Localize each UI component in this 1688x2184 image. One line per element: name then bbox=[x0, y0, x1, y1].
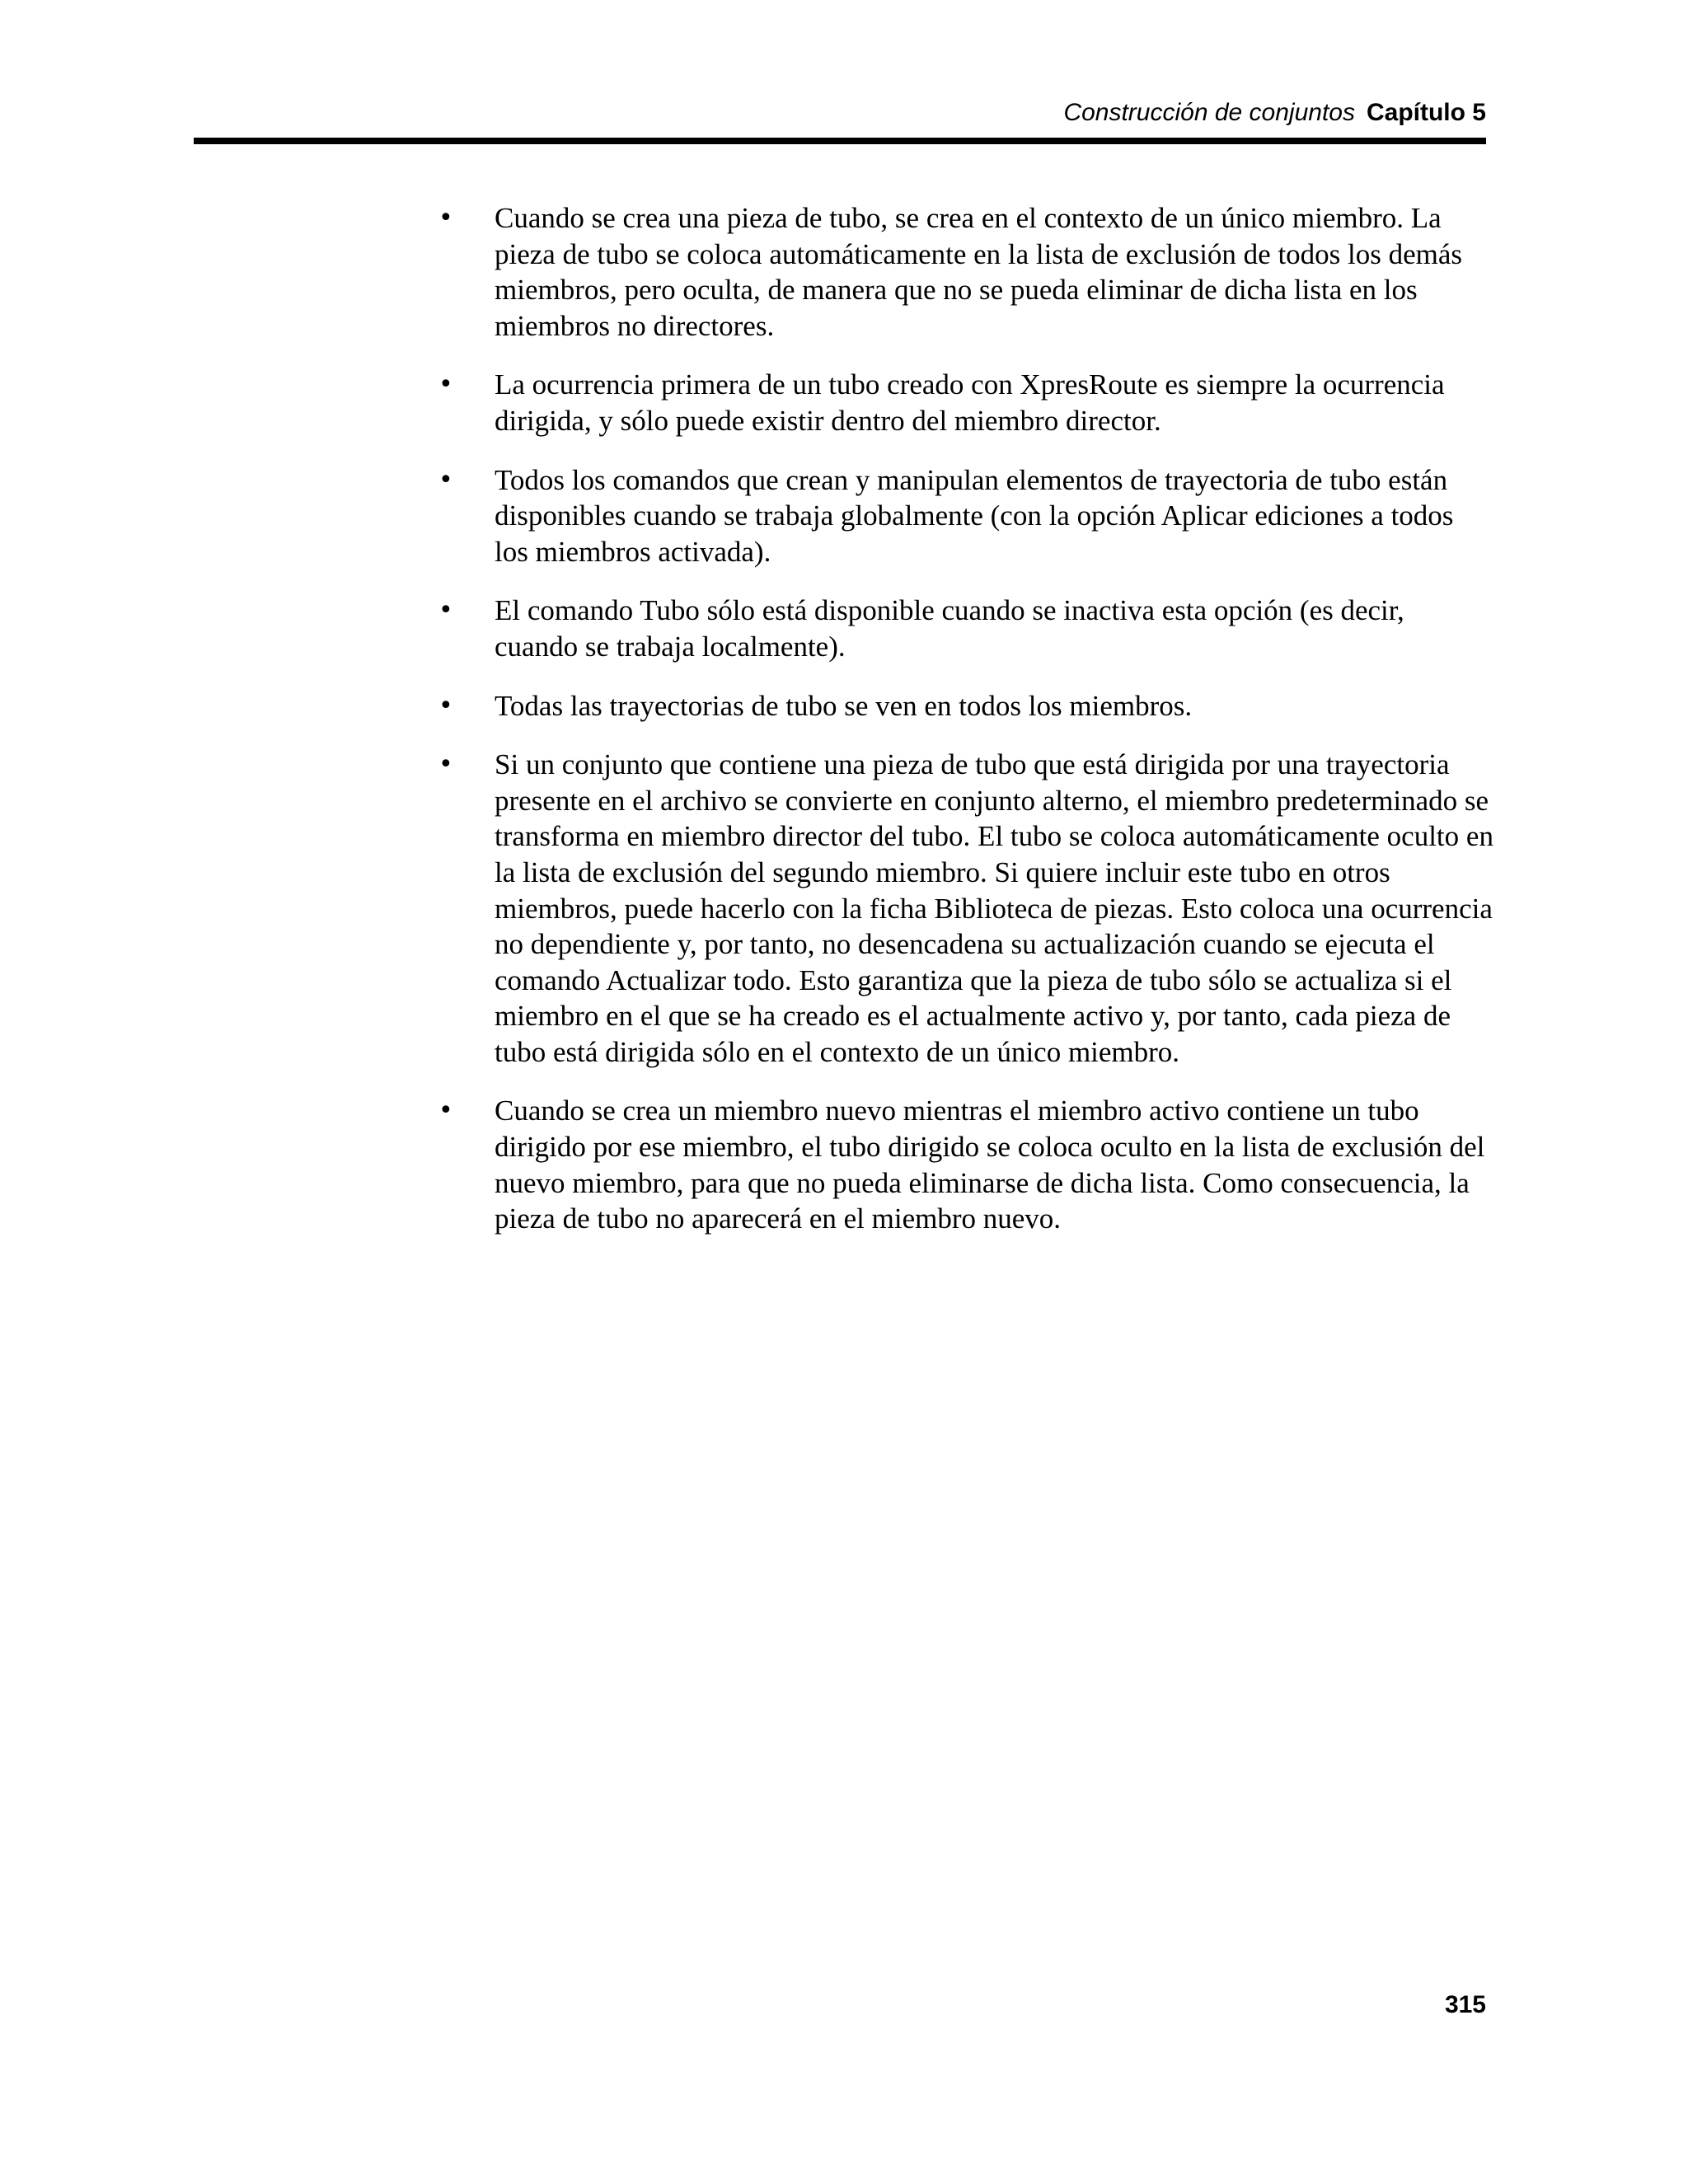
list-item-text: La ocurrencia primera de un tubo creado con XpresRoute es siempre la ocurrencia dirigida, y sólo puede existir dentro del miembro director. bbox=[495, 368, 1445, 437]
bullet-icon: • bbox=[438, 370, 453, 400]
list-item bbox=[438, 462, 1493, 570]
header-chapter-label: Capítulo 5 bbox=[1366, 99, 1486, 126]
page-number: 315 bbox=[1444, 1991, 1486, 2018]
bullet-list bbox=[438, 200, 1493, 1237]
list-item-text: Todas las trayectorias de tubo se ven en todos los miembros. bbox=[495, 689, 1193, 722]
list-item bbox=[438, 200, 1493, 344]
list-item bbox=[438, 593, 1493, 664]
list-item bbox=[438, 1093, 1493, 1236]
bullet-icon: • bbox=[438, 691, 453, 720]
list-item bbox=[438, 367, 1493, 438]
list-item-text: Si un conjunto que contiene una pieza de tubo que está dirigida por una trayectoria presente en el archivo se convierte en conjunto alterno, el miembro predeterminado se transforma en miembro director del tubo. El tubo se coloca automáticamente oculto en la lista de exclusión del segundo miembro. Si quiere incluir este tubo en otros miembros, puede hacerlo con la ficha Biblioteca de piezas. Esto coloca una ocurrencia no dependiente y, por tanto, no desencadena su actualización cuando se ejecuta el comando Actualizar todo. Esto garantiza que la pieza de tubo sólo se actualiza si el miembro en el que se ha creado es el actualmente activo y, por tanto, cada pieza de tubo está dirigida sólo en el contexto de un único miembro. bbox=[495, 748, 1493, 1068]
bullet-icon: • bbox=[438, 1096, 453, 1126]
bullet-icon: • bbox=[438, 596, 453, 626]
list-item bbox=[438, 747, 1493, 1070]
bullet-icon: • bbox=[438, 750, 453, 780]
header-section-title: Construcción de conjuntos bbox=[1063, 99, 1355, 126]
list-item-text: Cuando se crea un miembro nuevo mientras el miembro activo contiene un tubo dirigido por ese miembro, el tubo dirigido se coloca oculto en la lista de exclusión del nuevo miembro, para que no pueda eliminarse de dicha lista. Como consecuencia, la pieza de tubo no aparecerá en el miembro nuevo. bbox=[495, 1094, 1485, 1235]
page-body bbox=[438, 200, 1493, 1260]
list-item-text: Todos los comandos que crean y manipulan elementos de trayectoria de tubo están disponibles cuando se trabaja globalmente (con la opción Aplicar ediciones a todos los miembros activada). bbox=[495, 463, 1454, 568]
list-item bbox=[438, 688, 1493, 724]
header-rule bbox=[194, 138, 1486, 144]
running-header bbox=[194, 96, 1486, 129]
bullet-icon: • bbox=[438, 465, 453, 494]
list-item-text: El comando Tubo sólo está disponible cuando se inactiva esta opción (es decir, cuando se trabaja localmente). bbox=[495, 594, 1404, 663]
list-item-text: Cuando se crea una pieza de tubo, se crea en el contexto de un único miembro. La pieza de tubo se coloca automáticamente en la lista de exclusión de todos los demás miembros, pero oculta, de manera que no se pueda eliminar de dicha lista en los miembros no directores. bbox=[495, 202, 1463, 342]
bullet-icon: • bbox=[438, 204, 453, 232]
